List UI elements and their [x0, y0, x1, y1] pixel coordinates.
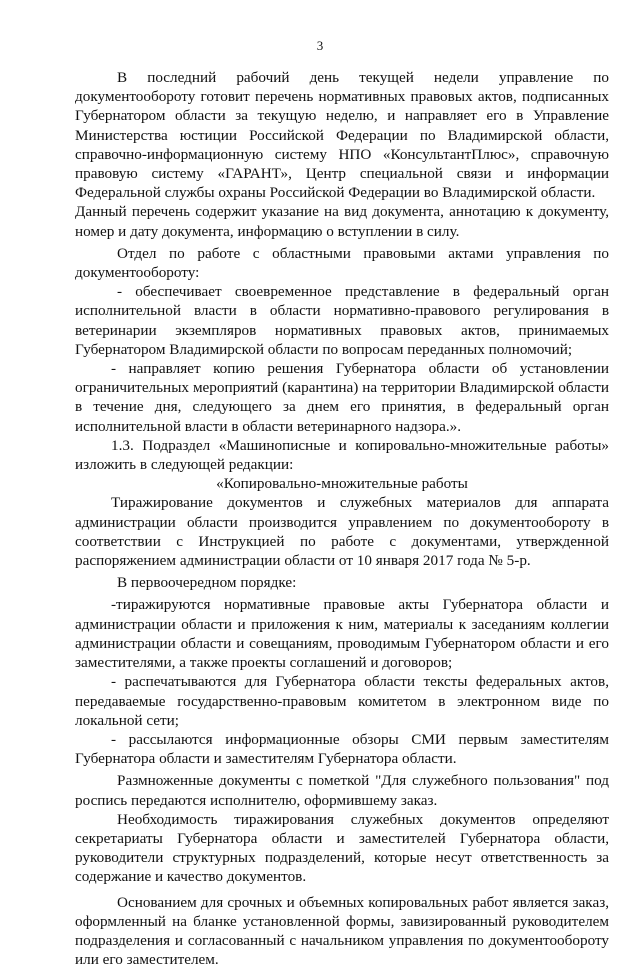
list-item-replicated: -тиражируются нормативные правовые акты Губернатора области и администрации области и приложения к ним, материалы к заседаниям коллегии администрации области и совещаниям, проводимым Губернатором области и его заместителями, а также проекты соглашений и договоров; — [75, 596, 609, 672]
document-body — [75, 68, 609, 969]
list-item-distributed: - рассылаются информационные обзоры СМИ первым заместителям Губернатора области и заместителям Губернатора области. — [75, 730, 609, 768]
paragraph-priority: В первоочередном порядке: — [117, 574, 297, 592]
section-heading: «Копировально-множительные работы — [216, 475, 468, 493]
paragraph-necessity: Необходимость тиражирования служебных документов определяют секретариаты Губернатора области и заместителей Губернатора области, руководители структурных подразделений, которые несут ответственность за содержание и качество документов. — [75, 810, 609, 886]
list-item-provides: - обеспечивает своевременное представление в федеральный орган исполнительной власти в области нормативно-правового регулирования в ветеринарии экземпляров нормативных правовых актов, принимаемых Губернатором Владимирской области по вопросам переданных полномочий; — [75, 283, 609, 358]
paragraph-restricted-documents: Размноженные документы с пометкой "Для служебного пользования" под роспись передаются исполнителю, оформившему заказ. — [75, 772, 609, 809]
paragraph-subsection-1-3: 1.3. Подраздел «Машинописные и копировально-множительные работы» изложить в следующей редакции: — [75, 436, 609, 474]
paragraph-department: Отдел по работе с областными правовыми актами управления по документообороту: — [75, 244, 609, 282]
page-number: 3 — [316, 38, 324, 53]
paragraph-replication: Тиражирование документов и служебных материалов для аппарата администрации области производится управлением по документообороту в соответствии с Инструкцией по работе с документами, утвержденной распоряжением администрации области от 10 января 2017 года № 5-р. — [75, 494, 609, 570]
paragraph-weekly-list: В последний рабочий день текущей недели управление по документообороту готовит перечень нормативных правовых актов, подписанных Губернатором области за текущую неделю, и направляет его в Управление Министерства юстиции Российской Федерации по Владимирской области, справочно-информационную систему НПО «КонсультантПлюс», справочную правовую систему «ГАРАНТ», Центр специальной связи и информации Федеральной службы охраны Российской Федерации во Владимирской области. — [75, 69, 609, 202]
paragraph-basis: Основанием для срочных и объемных копировальных работ является заказ, оформленный на бланке установленной формы, завизированный руководителем подразделения и согласованный с начальником управления по документообороту или его заместителем. — [75, 893, 609, 969]
list-item-printed: - распечатываются для Губернатора области тексты федеральных актов, передаваемые государственно-правовым комитетом в электронном виде по локальной сети; — [75, 673, 609, 729]
paragraph-list-contents: Данный перечень содержит указание на вид документа, аннотацию к документу, номер и дату документа, информацию о вступлении в силу. — [75, 203, 609, 240]
list-item-sends-copy: - направляет копию решения Губернатора области об установлении ограничительных мероприятий (карантина) на территории Владимирской области в течение дня, следующего за днем его принятия, в федеральный орган исполнительной власти в области ветеринарного надзора.». — [75, 360, 609, 435]
